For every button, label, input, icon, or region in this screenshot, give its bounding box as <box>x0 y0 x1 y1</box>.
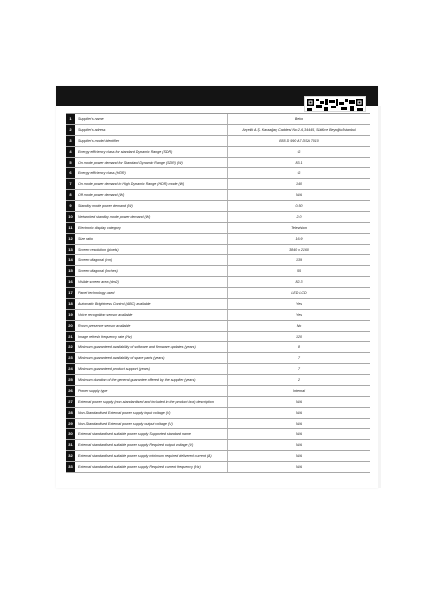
row-value: 0.50 <box>295 204 303 208</box>
row-value: Arçelik A.Ş. Karaağaç Caddesi No:2-6,34445, Sütlüce Beyoğlu/İstanbul <box>242 127 356 132</box>
row-label: Standby mode power demand (W) <box>75 201 228 211</box>
table-row <box>66 299 370 310</box>
table-row <box>66 386 370 397</box>
row-value: No <box>296 323 302 328</box>
table-row <box>66 125 370 136</box>
row-label: Minimum guaranteed availability of spare parts (years) <box>75 353 228 363</box>
table-row <box>66 310 370 321</box>
row-label: Power supply type <box>75 386 228 396</box>
table-row <box>66 321 370 332</box>
row-value: 7 <box>298 367 300 372</box>
row-label: On mode power demand in High Dynamic Range (HDR) mode (W) <box>75 179 228 189</box>
row-number: 10 <box>66 212 75 222</box>
row-value: 7 <box>298 356 300 361</box>
row-label: Supplier's adress <box>75 125 228 135</box>
table-row <box>66 223 370 234</box>
table-row <box>66 353 370 364</box>
row-value: Yes <box>296 312 302 317</box>
table-row <box>66 190 370 201</box>
table-row <box>66 234 370 245</box>
table-row <box>66 429 370 440</box>
table-row <box>66 255 370 266</box>
table-row <box>66 114 370 125</box>
table-row <box>66 158 370 169</box>
table-row <box>66 245 370 256</box>
row-label: Screen resolution (pixels) <box>75 245 228 255</box>
product-information-sheet <box>56 86 378 488</box>
row-label: External standardised suitable power supply Supported standard name <box>75 429 228 439</box>
row-number: 11 <box>66 223 75 233</box>
row-number: 25 <box>66 375 75 385</box>
row-value: N/A <box>296 193 302 198</box>
row-number: 12 <box>66 234 75 244</box>
table-row <box>66 147 370 158</box>
row-label: Non-Standardised External power supply input voltage (V) <box>75 408 228 418</box>
table-row <box>66 212 370 223</box>
row-label: Screen diagonal (inches) <box>75 266 228 276</box>
row-number: 24 <box>66 364 75 374</box>
row-label: Room presence sensor available <box>75 321 228 331</box>
row-label: Screen diagonal (cm) <box>75 255 228 265</box>
row-value: 3840 x 2160 <box>289 247 309 252</box>
row-number: 18 <box>66 299 75 309</box>
row-label: External power supply (non-standardised and included in the product box) description <box>75 397 228 407</box>
row-value: N/A <box>296 432 302 437</box>
row-number: 22 <box>66 342 75 352</box>
table-row <box>66 364 370 375</box>
row-label: Off mode power demand (W) <box>75 190 228 200</box>
sheet-edge-shadow <box>378 106 381 488</box>
row-value: N/A <box>296 443 302 448</box>
row-value: N/A <box>296 454 302 459</box>
table-row <box>66 397 370 408</box>
row-value: Yes <box>296 301 302 306</box>
table-row <box>66 375 370 386</box>
row-value: 8 <box>298 345 300 350</box>
row-label: Visible screen area (dm2) <box>75 277 228 287</box>
row-label: Minimum guaranteed availability of software and firmware updates (years) <box>75 342 228 352</box>
row-value: 139 <box>296 258 302 263</box>
table-row <box>66 201 370 212</box>
row-label: Energy efficiency class for standard Dynamic Range (SDR) <box>75 147 228 157</box>
table-row <box>66 419 370 430</box>
row-number: 9 <box>66 201 75 211</box>
table-row <box>66 179 370 190</box>
product-data-table <box>66 113 370 473</box>
row-number: 17 <box>66 288 75 298</box>
row-number: 16 <box>66 277 75 287</box>
row-value: 140 <box>296 182 302 187</box>
row-number: 32 <box>66 451 75 461</box>
table-row <box>66 288 370 299</box>
row-value: 55 <box>297 269 301 274</box>
row-number: 27 <box>66 397 75 407</box>
row-value: 82.3 <box>295 280 303 285</box>
row-value: Internal <box>293 388 305 393</box>
row-label: Energy efficiency class (HDR) <box>75 168 228 178</box>
row-label: Panel technology used <box>75 288 228 298</box>
row-number: 26 <box>66 386 75 396</box>
table-row <box>66 451 370 462</box>
row-number: 28 <box>66 408 75 418</box>
row-number: 31 <box>66 440 75 450</box>
row-number: 23 <box>66 353 75 363</box>
row-label: Voice recognition sensor available <box>75 310 228 320</box>
row-label: Automatic Brightness Control (ABC) available <box>75 299 228 309</box>
table-row <box>66 440 370 451</box>
row-label: Networked standby mode power demand (W) <box>75 212 228 222</box>
row-number: 19 <box>66 310 75 320</box>
row-label: On mode power demand for Standard Dynamic Range (SDR) (W) <box>75 158 228 168</box>
row-value: Beko <box>294 117 304 121</box>
table-row <box>66 168 370 179</box>
row-value: N/A <box>296 410 302 415</box>
row-value: 2 <box>298 378 300 382</box>
row-value: B55 D 990 A7 DSA 7010 <box>279 138 319 143</box>
row-number: 5 <box>66 158 75 168</box>
table-row <box>66 332 370 343</box>
row-label: Non-Standardised External power supply output voltage (V) <box>75 419 228 429</box>
row-number: 33 <box>66 462 75 472</box>
row-value: 83.1 <box>295 160 303 165</box>
row-number: 4 <box>66 147 75 157</box>
row-number: 13 <box>66 245 75 255</box>
row-label: Image refresh frequency rate (Hz) <box>75 332 228 342</box>
row-value: 16:9 <box>295 236 303 241</box>
row-number: 20 <box>66 321 75 331</box>
table-row <box>66 136 370 147</box>
row-label: External standardised suitable power supply Required output voltage (V) <box>75 440 228 450</box>
row-label: Minimum guaranteed product support (years) <box>75 364 228 374</box>
row-value: G <box>297 149 301 154</box>
row-label: Electronic display category <box>75 223 228 233</box>
row-number: 21 <box>66 332 75 342</box>
row-value: 2.0 <box>296 214 302 219</box>
row-value: 120 <box>296 334 302 339</box>
table-row <box>66 462 370 473</box>
row-label: Minimum duration of the general guarantee offered by the supplier (years) <box>75 375 228 385</box>
row-label: External standardised suitable power supply Required current frequency (Hz) <box>75 462 228 472</box>
qr-code-icon <box>304 96 366 112</box>
row-value: N/A <box>296 399 302 404</box>
row-number: 30 <box>66 429 75 439</box>
row-number: 2 <box>66 125 75 135</box>
row-label: External standardised suitable power supply minimum required delivered current (A) <box>75 451 228 461</box>
row-number: 7 <box>66 179 75 189</box>
table-row <box>66 342 370 353</box>
row-value: G <box>297 171 301 176</box>
row-number: 3 <box>66 136 75 146</box>
table-row <box>66 266 370 277</box>
row-number: 29 <box>66 419 75 429</box>
row-label: Supplier's name <box>75 114 228 124</box>
row-number: 6 <box>66 168 75 178</box>
row-value: LED LCD <box>291 291 307 295</box>
row-number: 1 <box>66 114 75 124</box>
row-value: N/A <box>296 421 302 426</box>
table-row <box>66 408 370 419</box>
row-number: 8 <box>66 190 75 200</box>
row-label: Supplier's model identifier <box>75 136 228 146</box>
row-number: 14 <box>66 255 75 265</box>
row-value: N/A <box>296 465 302 469</box>
table-row <box>66 277 370 288</box>
row-label: Size ratio <box>75 234 228 244</box>
row-number: 15 <box>66 266 75 276</box>
row-value: Television <box>291 225 307 230</box>
